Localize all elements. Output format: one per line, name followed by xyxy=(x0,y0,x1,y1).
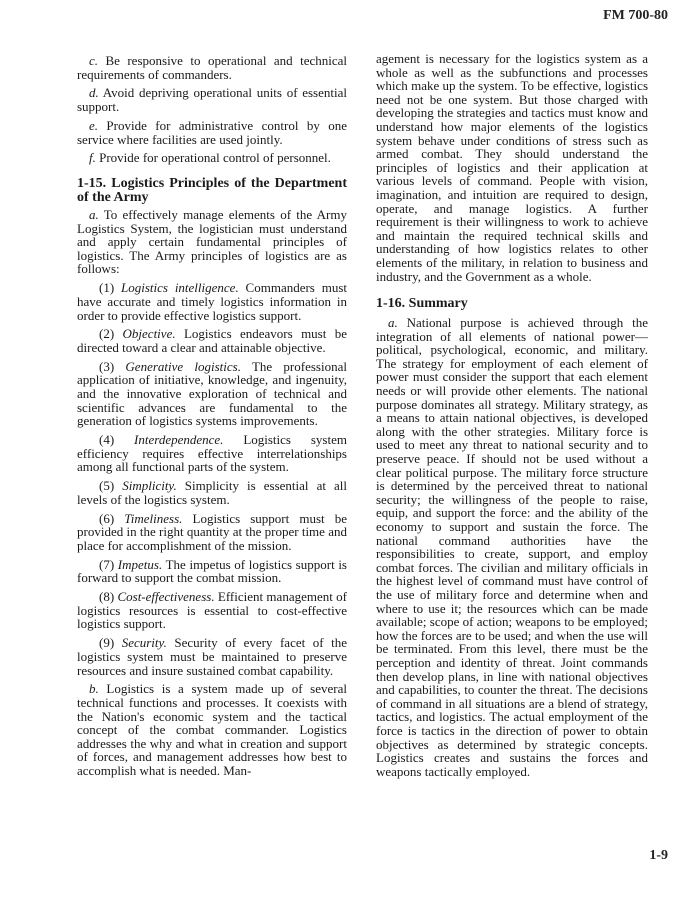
right-column xyxy=(376,52,648,784)
item-text: Provide for administrative control by one service where facilities are used jointly. xyxy=(77,117,347,147)
principle-item xyxy=(77,512,347,553)
principle-item xyxy=(77,281,347,322)
principle-item xyxy=(77,590,347,631)
page-number: 1-9 xyxy=(649,848,668,863)
principle-text: The impetus of logistics support is forward to support the combat mission. xyxy=(77,556,347,586)
principle-item xyxy=(77,479,347,506)
paragraph-text: To effectively manage elements of the Army Logistics System, the logistician must understand and apply certain fundamental principles of logistics. The Army principles of logistics are as follows: xyxy=(77,207,347,277)
principle-term: Simplicity. xyxy=(122,478,177,494)
item-label: d. xyxy=(89,85,99,101)
list-item-f xyxy=(77,151,347,165)
item-label: f. xyxy=(89,150,96,166)
paragraph-label: a. xyxy=(388,315,398,331)
principle-item xyxy=(77,558,347,585)
principle-text: Security of every facet of the logistics system must be maintained to preserve resources and insure sustained combat capability. xyxy=(77,635,347,678)
paragraph-a xyxy=(77,208,347,276)
paragraph-label: a. xyxy=(89,207,99,223)
paragraph-text: National purpose is achieved through the integration of all elements of national power—political, psychological, economic, and military. The strategy for employment of each element of power must consider the support that each element needs or will provide other elements. The national purpose dominates all strategy. Military strategy, as a means to attain national objectives, is developed along with the other strategies. Military force is used to meet any threat to national security and to preserve peace. If should not be used without a clear political purpose. The military force structure is determined by the perceived threat to national security; the willingness of the people to raise, equip, and support the force: and the ability of the economy to support and sustain the force. The national command authorities have the responsibilities to create, support, and employ combat forces. The civilian and military officials in the highest level of command must have control of the use of military force and determine when and where to use it; the resources which can be made available; scope of action; weapons to be employed; how the forces are to be used; and when the use will be terminated. From this level, there must be the perception and identity of threat. Joint commands then develop plans, in line with national objectives and capabilities, to counter the threat. The decisions of command in all situations are a blend of strategy, tactics, and logistics. The actual employment of the force is tactics in the direction of power to obtain objectives as determined by strategic concepts. Logistics creates and sustains the forces and weapons tactically employed. xyxy=(376,315,648,779)
item-text: Be responsive to operational and technical requirements of commanders. xyxy=(77,53,347,82)
principle-number: (5) xyxy=(99,478,123,494)
item-text: Provide for operational control of personnel. xyxy=(95,150,331,166)
principle-text: Commanders must have accurate and timely logistics information in order to provide effective logistics support. xyxy=(77,280,347,323)
principle-item xyxy=(77,327,347,354)
principle-number: (3) xyxy=(99,358,126,374)
principle-number: (1) xyxy=(99,280,122,296)
principle-number: (2) xyxy=(99,326,123,342)
section-heading-1-16: 1-16. Summary xyxy=(376,296,468,312)
principle-term: Cost-effectiveness. xyxy=(117,589,215,605)
principle-text: The professional application of initiative, knowledge, and ingenuity, and the innovative exploration of technical and scientific advances are fundamental to the generation of logistics systems improvements. xyxy=(77,358,347,429)
principle-text: Simplicity is essential at all levels of the logistics system. xyxy=(77,478,347,507)
left-column xyxy=(77,54,347,783)
summary-paragraph-a xyxy=(376,316,648,778)
item-text: Avoid depriving operational units of essential support. xyxy=(77,85,347,115)
principle-text: Logistics system efficiency requires effective interrelationships among all functional parts of the system. xyxy=(77,432,347,475)
principle-term: Timeliness. xyxy=(124,510,183,526)
item-label: e. xyxy=(89,117,99,133)
principle-item xyxy=(77,433,347,474)
list-item-d xyxy=(77,86,347,113)
principle-number: (7) xyxy=(99,556,118,572)
paragraph-text: Logistics is a system made up of several technical functions and processes. It coexists with the Nation's economic system and the tactical concept of the combat commander. Logistics addresses the why and what in creation and support of forces, and management addresses how best to accomplish what is needed. Man- xyxy=(77,681,347,778)
principle-term: Objective. xyxy=(122,326,176,342)
principle-number: (8) xyxy=(99,589,118,605)
principle-number: (4) xyxy=(99,432,135,448)
paragraph-b-continued: agement is necessary for the logistics system as a whole as well as the subfunctions and processes which make up the system. To be effective, logistics need not be one system. But those charged with developing the strategies and tactics must know and understand how major elements of the logistics system behave under conditions of stress such as armed combat. They should understand the principles of logistics and their application at various levels of command. People with vision, imagination, and intuition are required to design, operate, and manage logistics. A further requirement is their willingness to work to achieve and maintain the required technical skills and understanding of how logistics relates to other elements of the military, in relation to business and industry, and the Government as a whole. xyxy=(376,51,648,284)
principle-number: (6) xyxy=(99,510,125,526)
principle-item xyxy=(77,360,347,428)
principle-term: Security. xyxy=(121,635,167,651)
document-id-header: FM 700-80 xyxy=(603,8,668,23)
paragraph-label: b. xyxy=(89,681,99,697)
principle-text: Logistics endeavors must be directed toward a clear and attainable objective. xyxy=(77,326,347,355)
principle-text: Logistics support must be provided in the right quantity at the proper time and place for accomplishment of the mission. xyxy=(77,510,347,553)
list-item-e xyxy=(77,119,347,146)
principle-term: Generative logistics. xyxy=(125,358,241,374)
item-label: c. xyxy=(89,53,99,68)
paragraph-b xyxy=(77,682,347,777)
principle-term: Interdependence. xyxy=(134,432,224,448)
section-heading-1-15: 1-15. Logistics Principles of the Department of the Army xyxy=(77,176,347,206)
list-item-c xyxy=(77,54,347,81)
principle-term: Impetus. xyxy=(117,556,163,572)
principle-number: (9) xyxy=(99,635,122,651)
principle-item xyxy=(77,636,347,677)
principle-text: Efficient management of logistics resources is essential to cost-effective logistics support. xyxy=(77,589,347,632)
principle-term: Logistics intelligence. xyxy=(121,280,239,296)
